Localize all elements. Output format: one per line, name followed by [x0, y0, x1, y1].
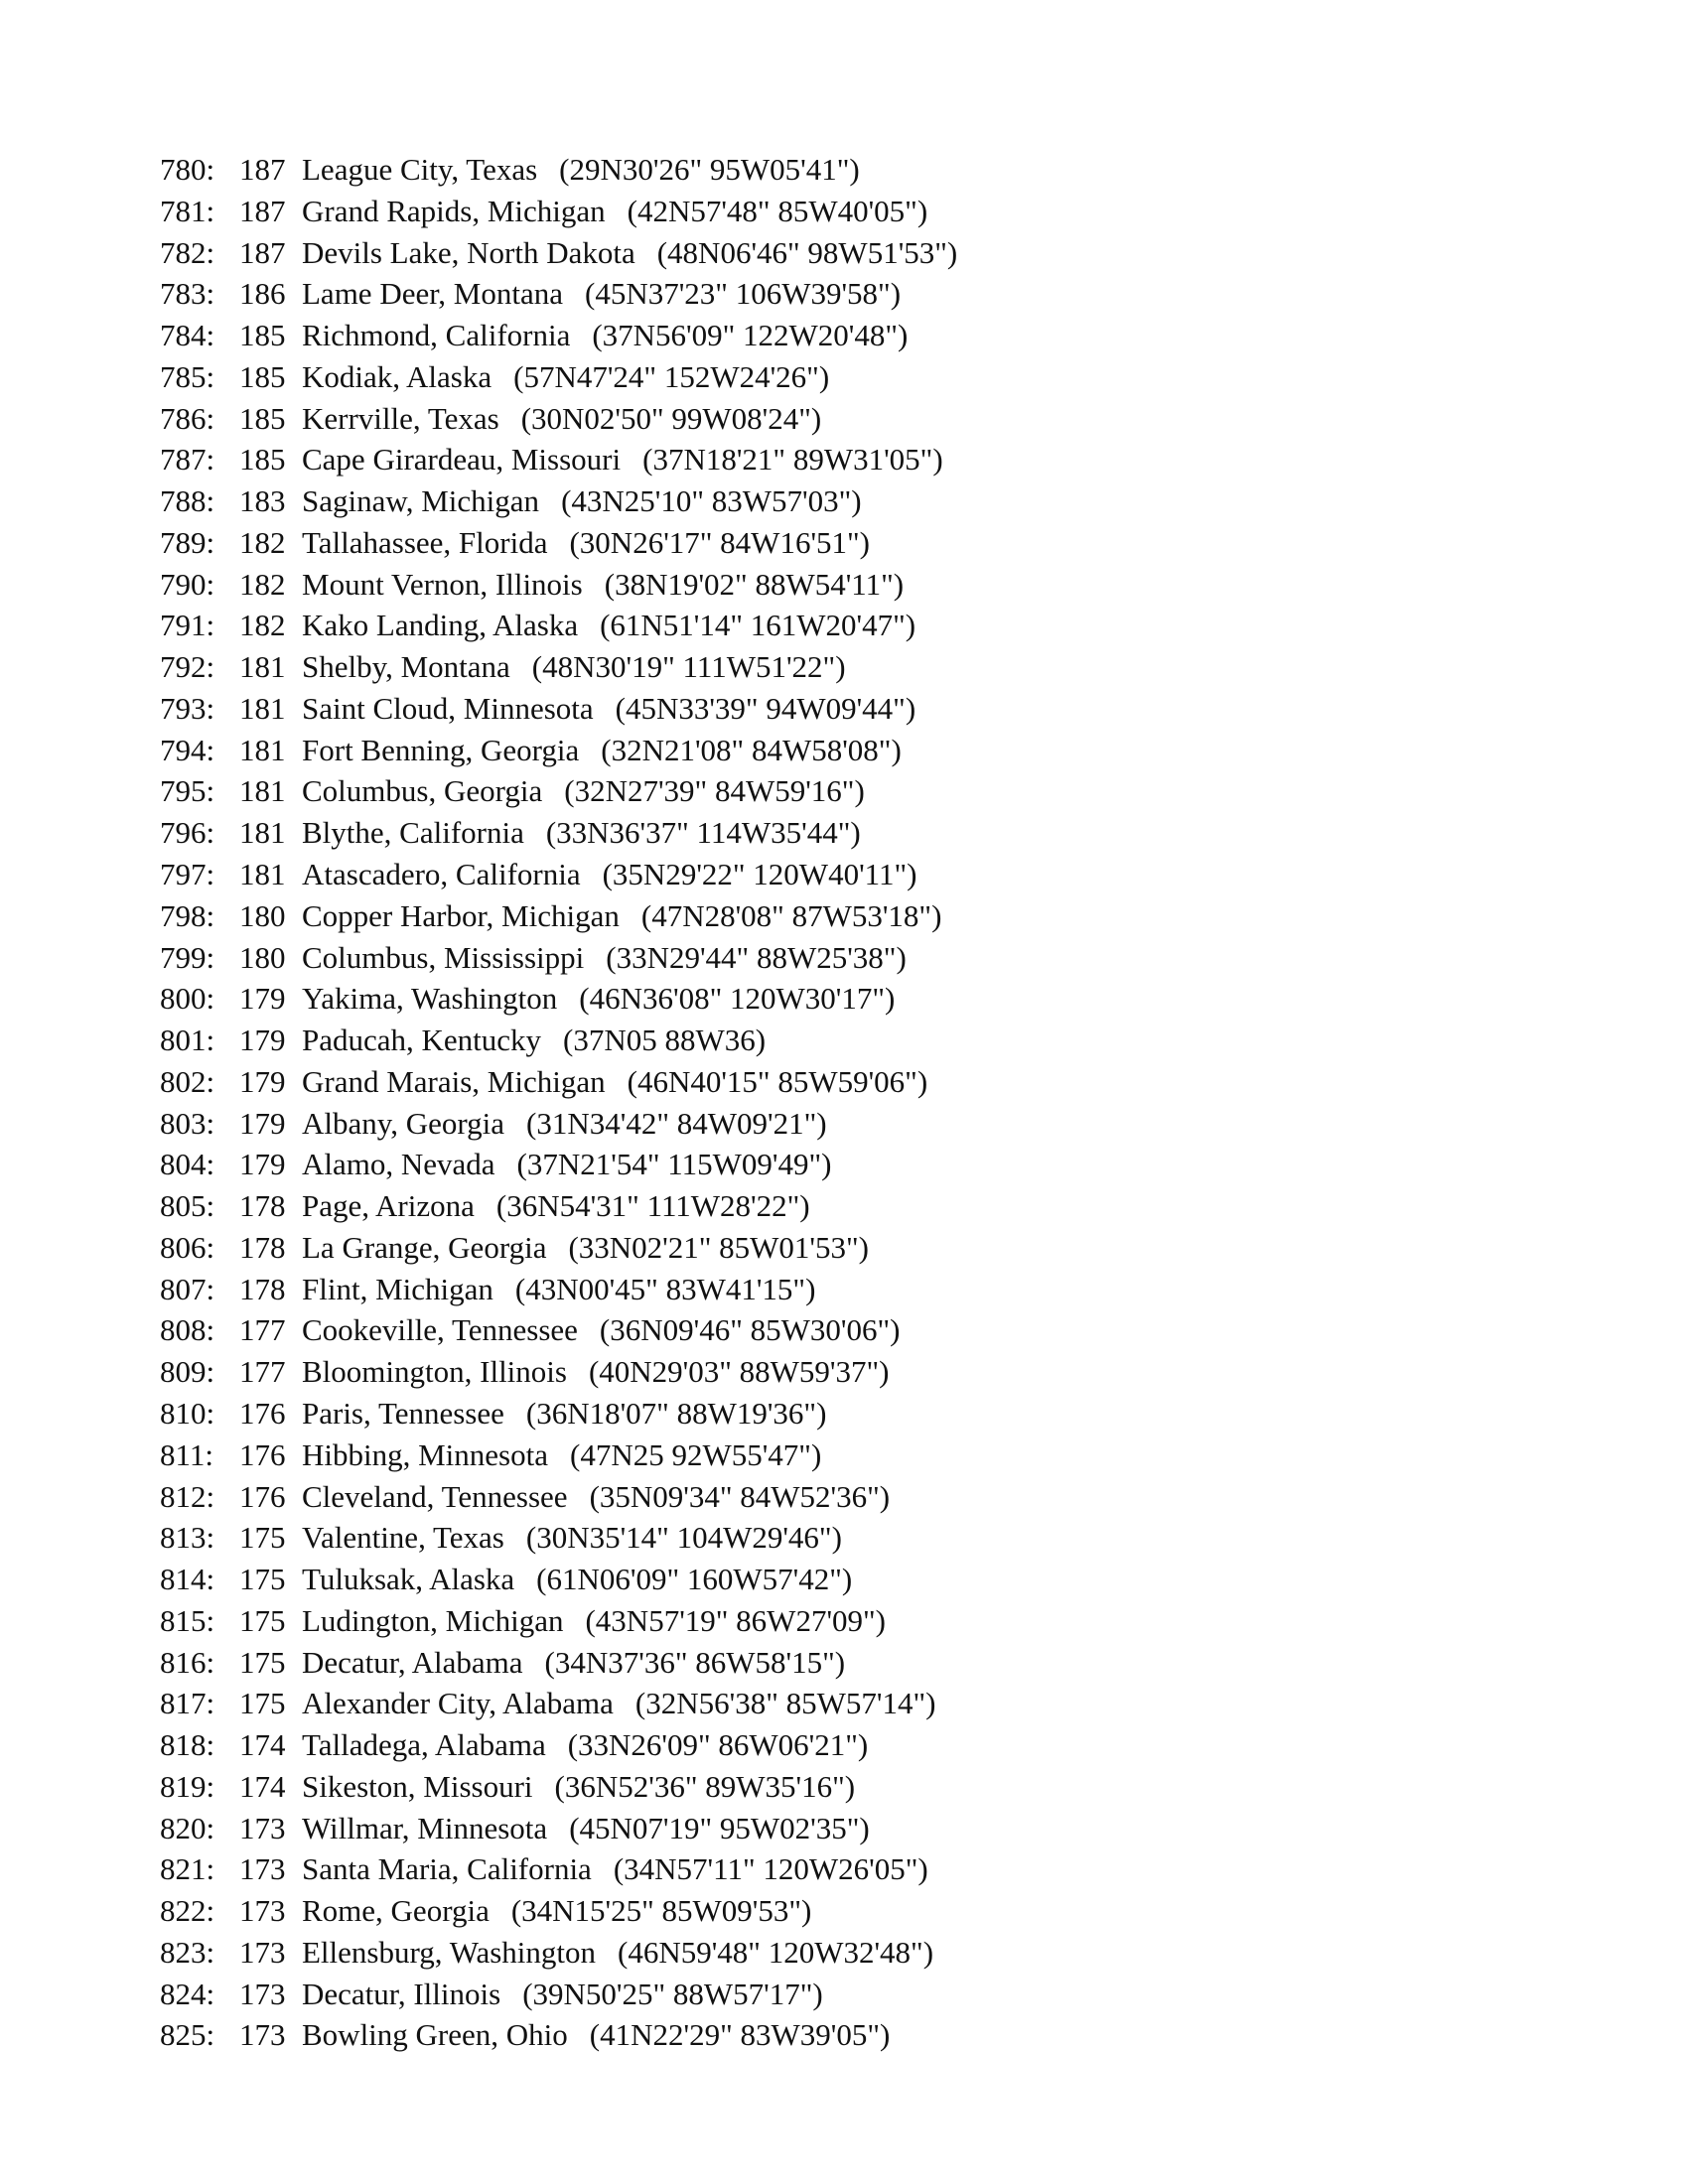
- entry-number: 793:: [160, 690, 215, 726]
- entry-value: 173: [239, 1934, 286, 1970]
- entry-number: 790:: [160, 566, 215, 602]
- entry-place: Decatur, Illinois: [302, 1976, 501, 2011]
- entry-place: Paris, Tennessee: [302, 1395, 504, 1431]
- entry-place: Talladega, Alabama: [302, 1727, 546, 1763]
- entry-value: 173: [239, 1851, 286, 1887]
- entry-value: 174: [239, 1727, 286, 1763]
- entry-place: Santa Maria, California: [302, 1851, 592, 1887]
- entry-value: 173: [239, 1810, 286, 1845]
- entry-value: 181: [239, 857, 286, 892]
- entry-number: 799:: [160, 939, 215, 975]
- entry-value: 182: [239, 566, 286, 602]
- entry-place: Richmond, California: [302, 318, 571, 353]
- entry-place: Tallahassee, Florida: [302, 524, 548, 560]
- entry-value: 173: [239, 1893, 286, 1929]
- entry-coords: (32N21'08" 84W58'08"): [601, 732, 902, 767]
- entry-place: Hibbing, Minnesota: [302, 1436, 548, 1472]
- entry-value: 187: [239, 234, 286, 270]
- list-item: [160, 1808, 957, 1849]
- entry-place: Bowling Green, Ohio: [302, 2017, 568, 2053]
- entry-number: 820:: [160, 1810, 215, 1845]
- list-item: [160, 232, 957, 274]
- entry-coords: (46N36'08" 120W30'17"): [579, 981, 896, 1017]
- entry-number: 808:: [160, 1312, 215, 1348]
- entry-place: Ludington, Michigan: [302, 1602, 564, 1638]
- entry-place: Kerrville, Texas: [302, 400, 499, 436]
- entry-coords: (29N30'26" 95W05'41"): [559, 152, 860, 187]
- entry-place: Yakima, Washington: [302, 981, 558, 1017]
- entry-place: Blythe, California: [302, 815, 524, 851]
- entry-value: 183: [239, 483, 286, 519]
- entry-coords: (30N02'50" 99W08'24"): [520, 400, 822, 436]
- entry-coords: (35N29'22" 120W40'11"): [602, 857, 917, 892]
- list-item: [160, 688, 957, 730]
- entry-value: 175: [239, 1520, 286, 1556]
- entry-coords: (43N00'45" 83W41'15"): [514, 1271, 816, 1306]
- list-item: [160, 439, 957, 480]
- entry-coords: (37N56'09" 122W20'48"): [592, 318, 909, 353]
- entry-value: 179: [239, 1105, 286, 1141]
- entry-number: 822:: [160, 1893, 215, 1929]
- entry-value: 176: [239, 1436, 286, 1472]
- entry-coords: (38N19'02" 88W54'11"): [604, 566, 905, 602]
- entry-number: 795:: [160, 773, 215, 809]
- entry-coords: (48N06'46" 98W51'53"): [656, 234, 958, 270]
- entry-value: 186: [239, 276, 286, 312]
- entry-value: 177: [239, 1354, 286, 1390]
- entry-coords: (33N29'44" 88W25'38"): [606, 939, 907, 975]
- entry-coords: (36N54'31" 111W28'22"): [495, 1188, 810, 1224]
- entry-coords: (47N28'08" 87W53'18"): [640, 897, 942, 933]
- list-item: [160, 191, 957, 232]
- entry-place: Bloomington, Illinois: [302, 1354, 567, 1390]
- entry-place: Columbus, Georgia: [302, 773, 543, 809]
- entry-value: 181: [239, 649, 286, 685]
- list-item: [160, 646, 957, 688]
- list-item: [160, 1144, 957, 1185]
- entry-coords: (43N25'10" 83W57'03"): [561, 483, 862, 519]
- list-item: [160, 895, 957, 937]
- entry-coords: (48N30'19" 111W51'22"): [531, 649, 846, 685]
- entry-coords: (36N18'07" 88W19'36"): [525, 1395, 827, 1431]
- entry-value: 181: [239, 732, 286, 767]
- entry-number: 803:: [160, 1105, 215, 1141]
- entry-value: 173: [239, 1976, 286, 2011]
- list-item: [160, 730, 957, 771]
- entry-place: Shelby, Montana: [302, 649, 510, 685]
- entry-number: 789:: [160, 524, 215, 560]
- entry-value: 181: [239, 773, 286, 809]
- entry-number: 823:: [160, 1934, 215, 1970]
- list-item: [160, 1974, 957, 2015]
- entry-number: 785:: [160, 358, 215, 394]
- entry-value: 185: [239, 358, 286, 394]
- entry-number: 797:: [160, 857, 215, 892]
- entry-place: Columbus, Mississippi: [302, 939, 585, 975]
- entry-number: 805:: [160, 1188, 215, 1224]
- entry-place: Page, Arizona: [302, 1188, 475, 1224]
- entry-value: 181: [239, 690, 286, 726]
- entry-place: Kako Landing, Alaska: [302, 608, 579, 643]
- entry-value: 179: [239, 1147, 286, 1182]
- list-item: [160, 1683, 957, 1724]
- list-item: [160, 2014, 957, 2056]
- entry-number: 825:: [160, 2017, 215, 2053]
- entry-value: 182: [239, 524, 286, 560]
- entry-number: 816:: [160, 1644, 215, 1680]
- entry-number: 794:: [160, 732, 215, 767]
- entry-number: 813:: [160, 1520, 215, 1556]
- entry-place: Grand Rapids, Michigan: [302, 193, 606, 228]
- entry-place: Cleveland, Tennessee: [302, 1478, 568, 1514]
- entry-number: 817:: [160, 1686, 215, 1721]
- entry-value: 178: [239, 1271, 286, 1306]
- entry-number: 811:: [160, 1436, 213, 1472]
- entry-coords: (35N09'34" 84W52'36"): [589, 1478, 891, 1514]
- entry-place: Grand Marais, Michigan: [302, 1063, 606, 1099]
- list-item: [160, 1393, 957, 1434]
- entry-coords: (32N27'39" 84W59'16"): [564, 773, 865, 809]
- entry-place: Alexander City, Alabama: [302, 1686, 614, 1721]
- list-item: [160, 605, 957, 646]
- entry-coords: (42N57'48" 85W40'05"): [627, 193, 928, 228]
- entry-place: Saint Cloud, Minnesota: [302, 690, 594, 726]
- list-item: [160, 1476, 957, 1518]
- entry-number: 810:: [160, 1395, 215, 1431]
- entry-place: Decatur, Alabama: [302, 1644, 523, 1680]
- entry-value: 185: [239, 442, 286, 478]
- list-item: [160, 480, 957, 522]
- entry-number: 792:: [160, 649, 215, 685]
- entry-coords: (45N37'23" 106W39'58"): [585, 276, 902, 312]
- entry-value: 181: [239, 815, 286, 851]
- entry-number: 812:: [160, 1478, 215, 1514]
- list-item: [160, 1434, 957, 1476]
- entry-place: Atascadero, California: [302, 857, 581, 892]
- list-item: [160, 1061, 957, 1103]
- entry-value: 175: [239, 1644, 286, 1680]
- entry-place: Cookeville, Tennessee: [302, 1312, 578, 1348]
- entry-coords: (34N15'25" 85W09'53"): [510, 1893, 812, 1929]
- entry-place: Copper Harbor, Michigan: [302, 897, 620, 933]
- list-item: [160, 398, 957, 440]
- list-item: [160, 315, 957, 356]
- entry-coords: (36N09'46" 85W30'06"): [599, 1312, 901, 1348]
- entry-place: Willmar, Minnesota: [302, 1810, 548, 1845]
- entry-number: 824:: [160, 1976, 215, 2011]
- entry-value: 179: [239, 1023, 286, 1058]
- entry-value: 179: [239, 981, 286, 1017]
- entry-place: Mount Vernon, Illinois: [302, 566, 583, 602]
- entry-place: Ellensburg, Washington: [302, 1934, 597, 1970]
- list-item: [160, 1020, 957, 1061]
- entry-value: 180: [239, 939, 286, 975]
- list-item: [160, 937, 957, 979]
- entry-number: 821:: [160, 1851, 215, 1887]
- entry-coords: (30N35'14" 104W29'46"): [525, 1520, 842, 1556]
- list-item: [160, 149, 957, 191]
- entry-value: 178: [239, 1229, 286, 1265]
- entry-place: Fort Benning, Georgia: [302, 732, 580, 767]
- entry-coords: (39N50'25" 88W57'17"): [522, 1976, 823, 2011]
- entry-coords: (34N37'36" 86W58'15"): [544, 1644, 846, 1680]
- entry-number: 814:: [160, 1562, 215, 1597]
- list-item: [160, 1766, 957, 1808]
- entry-list: [160, 149, 957, 2056]
- entry-value: 177: [239, 1312, 286, 1348]
- list-item: [160, 1848, 957, 1890]
- list-item: [160, 522, 957, 564]
- entry-coords: (30N26'17" 84W16'51"): [569, 524, 871, 560]
- entry-coords: (47N25 92W55'47"): [570, 1436, 822, 1472]
- entry-place: Kodiak, Alaska: [302, 358, 492, 394]
- entry-place: La Grange, Georgia: [302, 1229, 547, 1265]
- entry-number: 802:: [160, 1063, 215, 1099]
- entry-number: 800:: [160, 981, 215, 1017]
- entry-value: 187: [239, 152, 286, 187]
- entry-value: 182: [239, 608, 286, 643]
- entry-number: 809:: [160, 1354, 215, 1390]
- list-item: [160, 1185, 957, 1227]
- entry-coords: (43N57'19" 86W27'09"): [585, 1602, 887, 1638]
- entry-coords: (37N18'21" 89W31'05"): [642, 442, 943, 478]
- entry-place: Cape Girardeau, Missouri: [302, 442, 622, 478]
- entry-number: 818:: [160, 1727, 215, 1763]
- entry-coords: (32N56'38" 85W57'14"): [634, 1686, 936, 1721]
- entry-coords: (40N29'03" 88W59'37"): [588, 1354, 890, 1390]
- entry-value: 175: [239, 1602, 286, 1638]
- entry-coords: (34N57'11" 120W26'05"): [613, 1851, 928, 1887]
- list-item: [160, 1559, 957, 1600]
- list-item: [160, 1227, 957, 1269]
- entry-coords: (31N34'42" 84W09'21"): [526, 1105, 827, 1141]
- entry-place: Paducah, Kentucky: [302, 1023, 542, 1058]
- entry-value: 174: [239, 1768, 286, 1804]
- entry-number: 780:: [160, 152, 215, 187]
- entry-value: 179: [239, 1063, 286, 1099]
- list-item: [160, 273, 957, 315]
- list-item: [160, 1724, 957, 1766]
- entry-value: 178: [239, 1188, 286, 1224]
- list-item: [160, 812, 957, 854]
- entry-value: 187: [239, 193, 286, 228]
- entry-number: 801:: [160, 1023, 215, 1058]
- entry-value: 175: [239, 1562, 286, 1597]
- list-item: [160, 854, 957, 895]
- entry-place: Lame Deer, Montana: [302, 276, 564, 312]
- entry-coords: (37N05 88W36): [563, 1023, 767, 1058]
- list-item: [160, 1517, 957, 1559]
- entry-number: 784:: [160, 318, 215, 353]
- entry-number: 819:: [160, 1768, 215, 1804]
- list-item: [160, 978, 957, 1020]
- entry-number: 804:: [160, 1147, 215, 1182]
- entry-place: Tuluksak, Alaska: [302, 1562, 515, 1597]
- entry-place: Rome, Georgia: [302, 1893, 490, 1929]
- list-item: [160, 1351, 957, 1393]
- list-item: [160, 1642, 957, 1684]
- entry-place: Devils Lake, North Dakota: [302, 234, 635, 270]
- entry-coords: (45N33'39" 94W09'44"): [615, 690, 916, 726]
- entry-number: 782:: [160, 234, 215, 270]
- list-item: [160, 564, 957, 606]
- entry-coords: (61N51'14" 161W20'47"): [600, 608, 916, 643]
- entry-number: 815:: [160, 1602, 215, 1638]
- list-item: [160, 1600, 957, 1642]
- entry-value: 175: [239, 1686, 286, 1721]
- list-item: [160, 770, 957, 812]
- entry-number: 791:: [160, 608, 215, 643]
- entry-value: 173: [239, 2017, 286, 2053]
- entry-place: Sikeston, Missouri: [302, 1768, 533, 1804]
- entry-place: Albany, Georgia: [302, 1105, 505, 1141]
- list-item: [160, 356, 957, 398]
- entry-number: 806:: [160, 1229, 215, 1265]
- entry-coords: (33N26'09" 86W06'21"): [567, 1727, 869, 1763]
- entry-coords: (57N47'24" 152W24'26"): [513, 358, 830, 394]
- entry-number: 788:: [160, 483, 215, 519]
- entry-coords: (45N07'19" 95W02'35"): [569, 1810, 870, 1845]
- entry-number: 783:: [160, 276, 215, 312]
- entry-coords: (41N22'29" 83W39'05"): [589, 2017, 891, 2053]
- list-item: [160, 1890, 957, 1932]
- entry-coords: (33N02'21" 85W01'53"): [568, 1229, 869, 1265]
- entry-number: 786:: [160, 400, 215, 436]
- entry-value: 180: [239, 897, 286, 933]
- entry-place: Alamo, Nevada: [302, 1147, 495, 1182]
- entry-coords: (46N40'15" 85W59'06"): [627, 1063, 928, 1099]
- list-item: [160, 1269, 957, 1310]
- entry-place: Flint, Michigan: [302, 1271, 493, 1306]
- list-item: [160, 1932, 957, 1974]
- entry-coords: (36N52'36" 89W35'16"): [554, 1768, 856, 1804]
- list-item: [160, 1309, 957, 1351]
- entry-coords: (61N06'09" 160W57'42"): [536, 1562, 853, 1597]
- entry-number: 798:: [160, 897, 215, 933]
- entry-value: 185: [239, 400, 286, 436]
- entry-value: 176: [239, 1395, 286, 1431]
- entry-value: 185: [239, 318, 286, 353]
- entry-number: 796:: [160, 815, 215, 851]
- list-item: [160, 1103, 957, 1145]
- entry-number: 781:: [160, 193, 215, 228]
- entry-place: Saginaw, Michigan: [302, 483, 540, 519]
- entry-number: 787:: [160, 442, 215, 478]
- entry-place: Valentine, Texas: [302, 1520, 504, 1556]
- entry-number: 807:: [160, 1271, 215, 1306]
- entry-coords: (46N59'48" 120W32'48"): [618, 1934, 934, 1970]
- entry-coords: (33N36'37" 114W35'44"): [545, 815, 861, 851]
- entry-place: League City, Texas: [302, 152, 538, 187]
- entry-value: 176: [239, 1478, 286, 1514]
- entry-coords: (37N21'54" 115W09'49"): [516, 1147, 832, 1182]
